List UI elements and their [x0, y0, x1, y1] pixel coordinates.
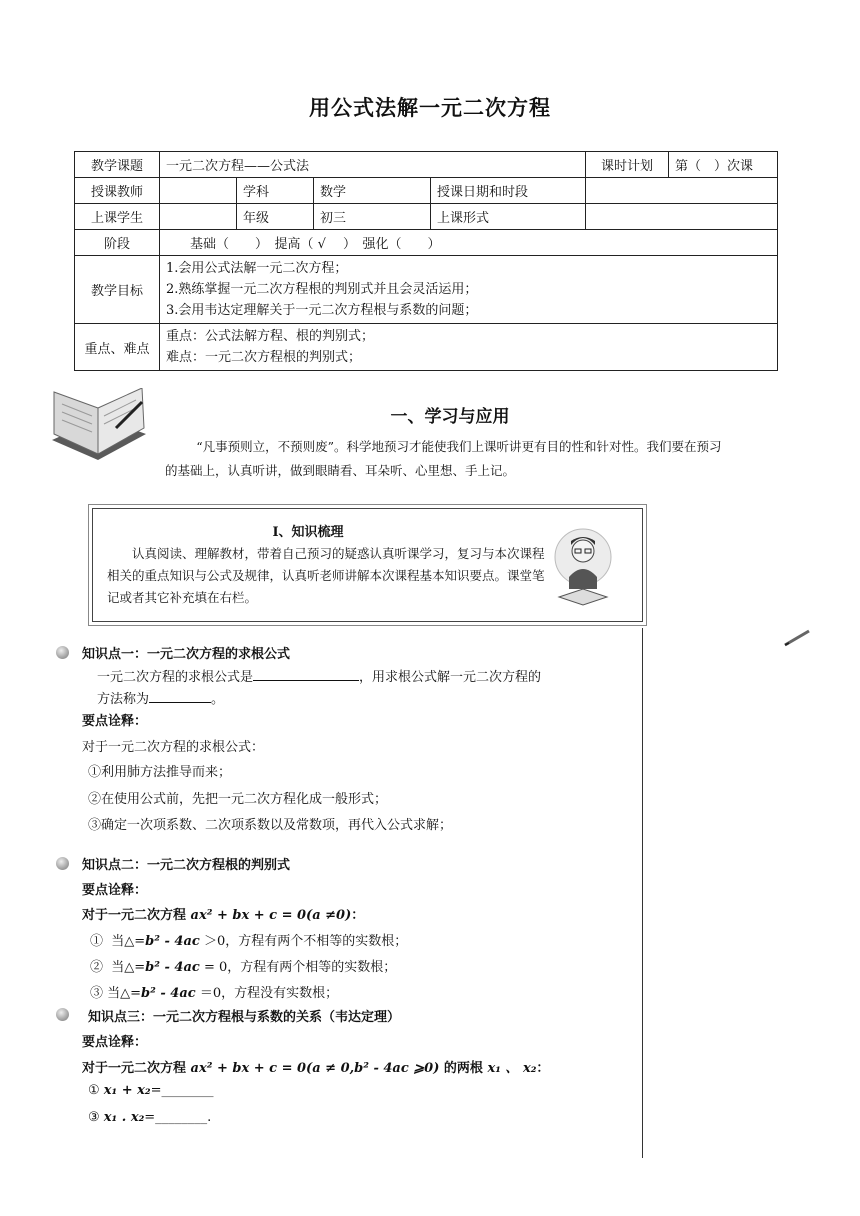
key-points-list — [160, 324, 778, 371]
topic-label: 教学课题 — [75, 152, 160, 178]
student-value — [160, 204, 237, 230]
case-number: ① — [90, 934, 104, 949]
subject-value: 数学 — [314, 178, 431, 204]
key-points-label: 重点、难点 — [75, 324, 160, 371]
kp2-title: 知识点二：一元二次方程根的判别式 — [82, 858, 291, 873]
kp3-note: 要点诠释： — [82, 1035, 148, 1050]
case-number: ② — [90, 960, 104, 975]
kp2-note: 要点诠释： — [82, 883, 148, 898]
discriminant-expr: b² - 4ac — [145, 934, 200, 949]
item-rest: =________ — [150, 1083, 214, 1098]
box-title: Ⅰ、知识梳理 — [272, 525, 344, 540]
case-number: ③ — [90, 986, 104, 1001]
case-pre: 当△= — [111, 960, 146, 975]
plan-label: 课时计划 — [586, 152, 669, 178]
date-value — [586, 178, 778, 204]
kp1-item: ③确定一次项系数、二次项系数以及常数项，再代入公式求解； — [88, 818, 453, 833]
teacher-label: 授课教师 — [75, 178, 160, 204]
subject-label: 学科 — [237, 178, 314, 204]
kp1-text: 一元二次方程的求根公式是 — [97, 670, 254, 685]
teacher-value — [160, 178, 237, 204]
grade-label: 年级 — [237, 204, 314, 230]
kp2-lead — [82, 904, 364, 923]
method-blank — [149, 688, 211, 703]
kp2-lead-text: 对于一元二次方程 — [82, 908, 187, 923]
student-label: 上课学生 — [75, 204, 160, 230]
box-text: 认真阅读、理解教材，带着自己预习的疑惑认真听课学习，复习与本次课程相关的重点知识与公式及规律，认真听老师讲解本次课程基本知识要点。课堂笔记或者其它补充填在右栏。 — [107, 546, 545, 605]
kp1-title: 知识点一：一元二次方程的求根公式 — [82, 647, 291, 662]
section-intro: “凡事预则立，不预则废”。科学地预习才能使我们上课听讲更有目的性和针对性。我们要在预习的基础上，认真听讲，做到眼睛看、耳朵听、心里想、手上记。 — [165, 439, 722, 478]
student-reading-icon — [551, 527, 615, 607]
section-title: 一、学习与应用 — [390, 407, 510, 427]
grade-value: 初三 — [314, 204, 431, 230]
form-label: 上课形式 — [431, 204, 586, 230]
form-value — [586, 204, 778, 230]
bullet-icon — [56, 1008, 69, 1021]
topic-value: 一元二次方程——公式法 — [160, 152, 586, 178]
notes-column-divider — [642, 628, 643, 1158]
formula-blank — [253, 666, 359, 681]
kp2-lead-end: ： — [351, 908, 365, 923]
stage-label: 阶段 — [75, 230, 160, 256]
kp1-text: 。 — [211, 692, 225, 707]
kp3-item — [88, 1083, 214, 1098]
case-pre: 当△= — [107, 986, 142, 1001]
date-label: 授课日期和时段 — [431, 178, 586, 204]
kp3-lead-text: 对于一元二次方程 — [82, 1061, 187, 1076]
pen-icon — [782, 628, 812, 648]
key-point-item: 难点：一元二次方程根的判别式； — [166, 350, 362, 365]
kp3-item — [88, 1110, 211, 1125]
goal-item: 3.会用韦达定理解关于一元二次方程根与系数的问题； — [166, 303, 478, 318]
item-number: ③ — [88, 1110, 100, 1125]
kp3-lead-end: ： — [536, 1061, 550, 1076]
kp3-lead — [82, 1057, 549, 1076]
stage-options: 基础（ ） 提高（ √ ） 强化（ ） — [160, 230, 778, 256]
kp3-title: 知识点三：一元二次方程根与系数的关系（韦达定理） — [88, 1010, 401, 1025]
open-book-icon — [46, 388, 152, 468]
bullet-icon — [56, 857, 69, 870]
case-rel: ＝0，方程没有实数根； — [199, 986, 339, 1001]
knowledge-review-box — [92, 508, 643, 622]
kp3-lead-mid: 的两根 — [443, 1061, 483, 1076]
kp3-equation: ax² + bx + c = 0(a ≠ 0,b² - 4ac ⩾0) — [190, 1061, 440, 1076]
lesson-info-table — [74, 151, 778, 371]
kp1-method-line — [97, 688, 224, 707]
goals-list — [160, 256, 778, 324]
case-pre: 当△= — [111, 934, 146, 949]
kp1-item: ②在使用公式前，先把一元二次方程化成一般形式； — [88, 792, 388, 807]
kp2-case — [90, 956, 396, 975]
product-expr: x₁ . x₂ — [103, 1110, 145, 1125]
kp1-formula-line — [97, 666, 541, 685]
discriminant-expr: b² - 4ac — [141, 986, 196, 1001]
kp1-text: 方法称为 — [97, 692, 150, 707]
sum-expr: x₁ + x₂ — [103, 1083, 151, 1098]
item-number: ① — [88, 1083, 100, 1098]
bullet-icon — [56, 646, 69, 659]
plan-value: 第（ ）次课 — [669, 152, 778, 178]
case-rel: = 0，方程有两个相等的实数根； — [203, 960, 397, 975]
kp1-note: 要点诠释： — [82, 714, 148, 729]
kp2-equation: ax² + bx + c = 0(a ≠0) — [190, 908, 352, 923]
kp2-case — [90, 930, 407, 949]
page-title: 用公式法解一元二次方程 — [309, 96, 551, 120]
goals-label: 教学目标 — [75, 256, 160, 324]
kp2-case — [90, 982, 338, 1001]
kp1-item: ①利用肺方法推导而来； — [88, 765, 232, 780]
kp1-text: ，用求根公式解一元二次方程的 — [359, 670, 542, 685]
key-point-item: 重点：公式法解方程、根的判别式； — [166, 329, 375, 344]
item-rest: =________. — [144, 1110, 212, 1125]
kp1-lead: 对于一元二次方程的求根公式： — [82, 740, 265, 755]
case-rel: ＞0，方程有两个不相等的实数根； — [203, 934, 408, 949]
kp3-roots: x₁ 、 x₂ — [487, 1061, 537, 1076]
discriminant-expr: b² - 4ac — [145, 960, 200, 975]
goal-item: 2.熟练掌握一元二次方程根的判别式并且会灵活运用； — [166, 282, 478, 297]
goal-item: 1.会用公式法解一元二次方程； — [166, 261, 348, 276]
